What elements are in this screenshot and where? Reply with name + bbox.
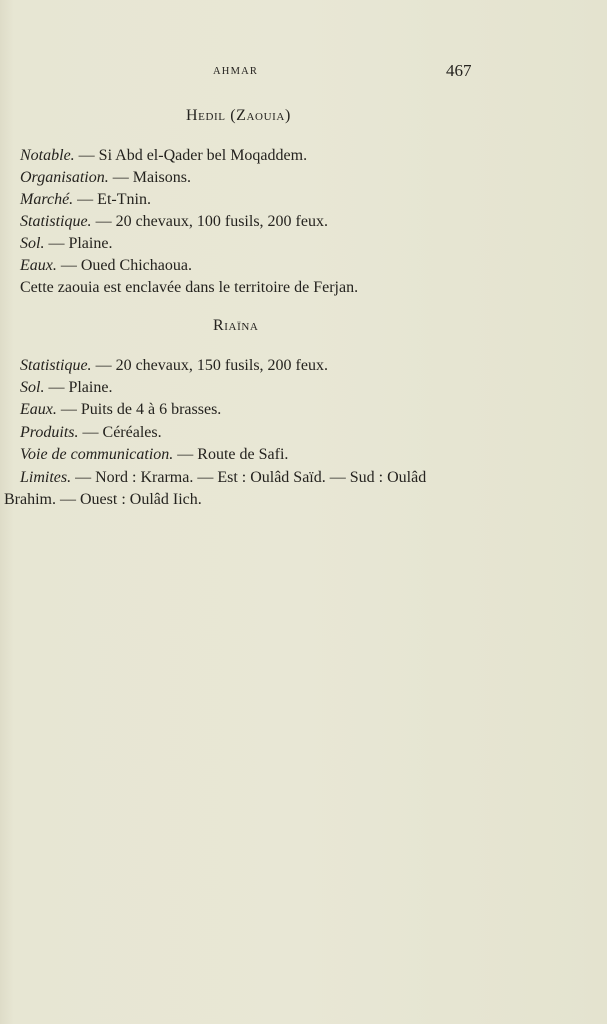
entry-eaux — [20, 399, 221, 421]
entry-label: Sol. — [20, 379, 45, 396]
entry-text: — Nord : Krarma. — Est : Oulâd Saïd. — Sud : Oulâd — [71, 469, 427, 486]
entry-label: Voie de communication. — [20, 446, 174, 463]
entry-text: Brahim. — Ouest : Oulâd Iich. — [4, 491, 202, 508]
entry-label: Marché. — [20, 191, 74, 208]
entry-text: — Et-Tnin. — [73, 191, 151, 208]
entry-text: — Si Abd el-Qader bel Moqaddem. — [74, 147, 308, 164]
entry-label: Organisation. — [20, 169, 109, 186]
entry-label: Limites. — [20, 469, 72, 486]
entry-text: — Plaine. — [44, 379, 113, 396]
entry-note — [20, 277, 358, 299]
entry-label: Notable. — [20, 147, 75, 164]
entry-notable — [20, 145, 307, 167]
entry-label: Statistique. — [20, 213, 92, 230]
entry-label: Produits. — [20, 424, 79, 441]
entry-text: — Puits de 4 à 6 brasses. — [56, 401, 222, 418]
entry-label: Statistique. — [20, 357, 92, 374]
entry-text: — Maisons. — [108, 169, 191, 186]
entry-organisation — [20, 167, 191, 189]
entry-statistique — [20, 355, 328, 377]
entry-produits — [20, 422, 162, 444]
entry-sol — [20, 233, 112, 255]
entry-text: — Route de Safi. — [173, 446, 289, 463]
entry-label: Eaux. — [20, 257, 57, 274]
section-title-riaina: Riaïna — [213, 317, 259, 334]
entry-text: — 20 chevaux, 100 fusils, 200 feux. — [91, 213, 328, 230]
entry-voie — [20, 444, 288, 466]
entry-text: — Oued Chichaoua. — [56, 257, 192, 274]
page-number: 467 — [446, 61, 472, 80]
running-head — [0, 61, 607, 84]
entry-limites — [20, 467, 426, 489]
entry-label: Sol. — [20, 235, 45, 252]
entry-eaux — [20, 255, 192, 277]
section-title-hedil: Hedil (Zaouia) — [186, 107, 291, 124]
entry-statistique — [20, 211, 328, 233]
running-title: AHMAR — [213, 66, 259, 77]
entry-limites-continued — [4, 489, 202, 511]
entry-sol — [20, 377, 112, 399]
entry-marche — [20, 189, 151, 211]
entry-text: — Céréales. — [78, 424, 162, 441]
entry-text: — 20 chevaux, 150 fusils, 200 feux. — [91, 357, 328, 374]
entry-label: Eaux. — [20, 401, 57, 418]
entry-text: Cette zaouia est enclavée dans le territoire de Ferjan. — [20, 279, 359, 296]
entry-text: — Plaine. — [44, 235, 113, 252]
